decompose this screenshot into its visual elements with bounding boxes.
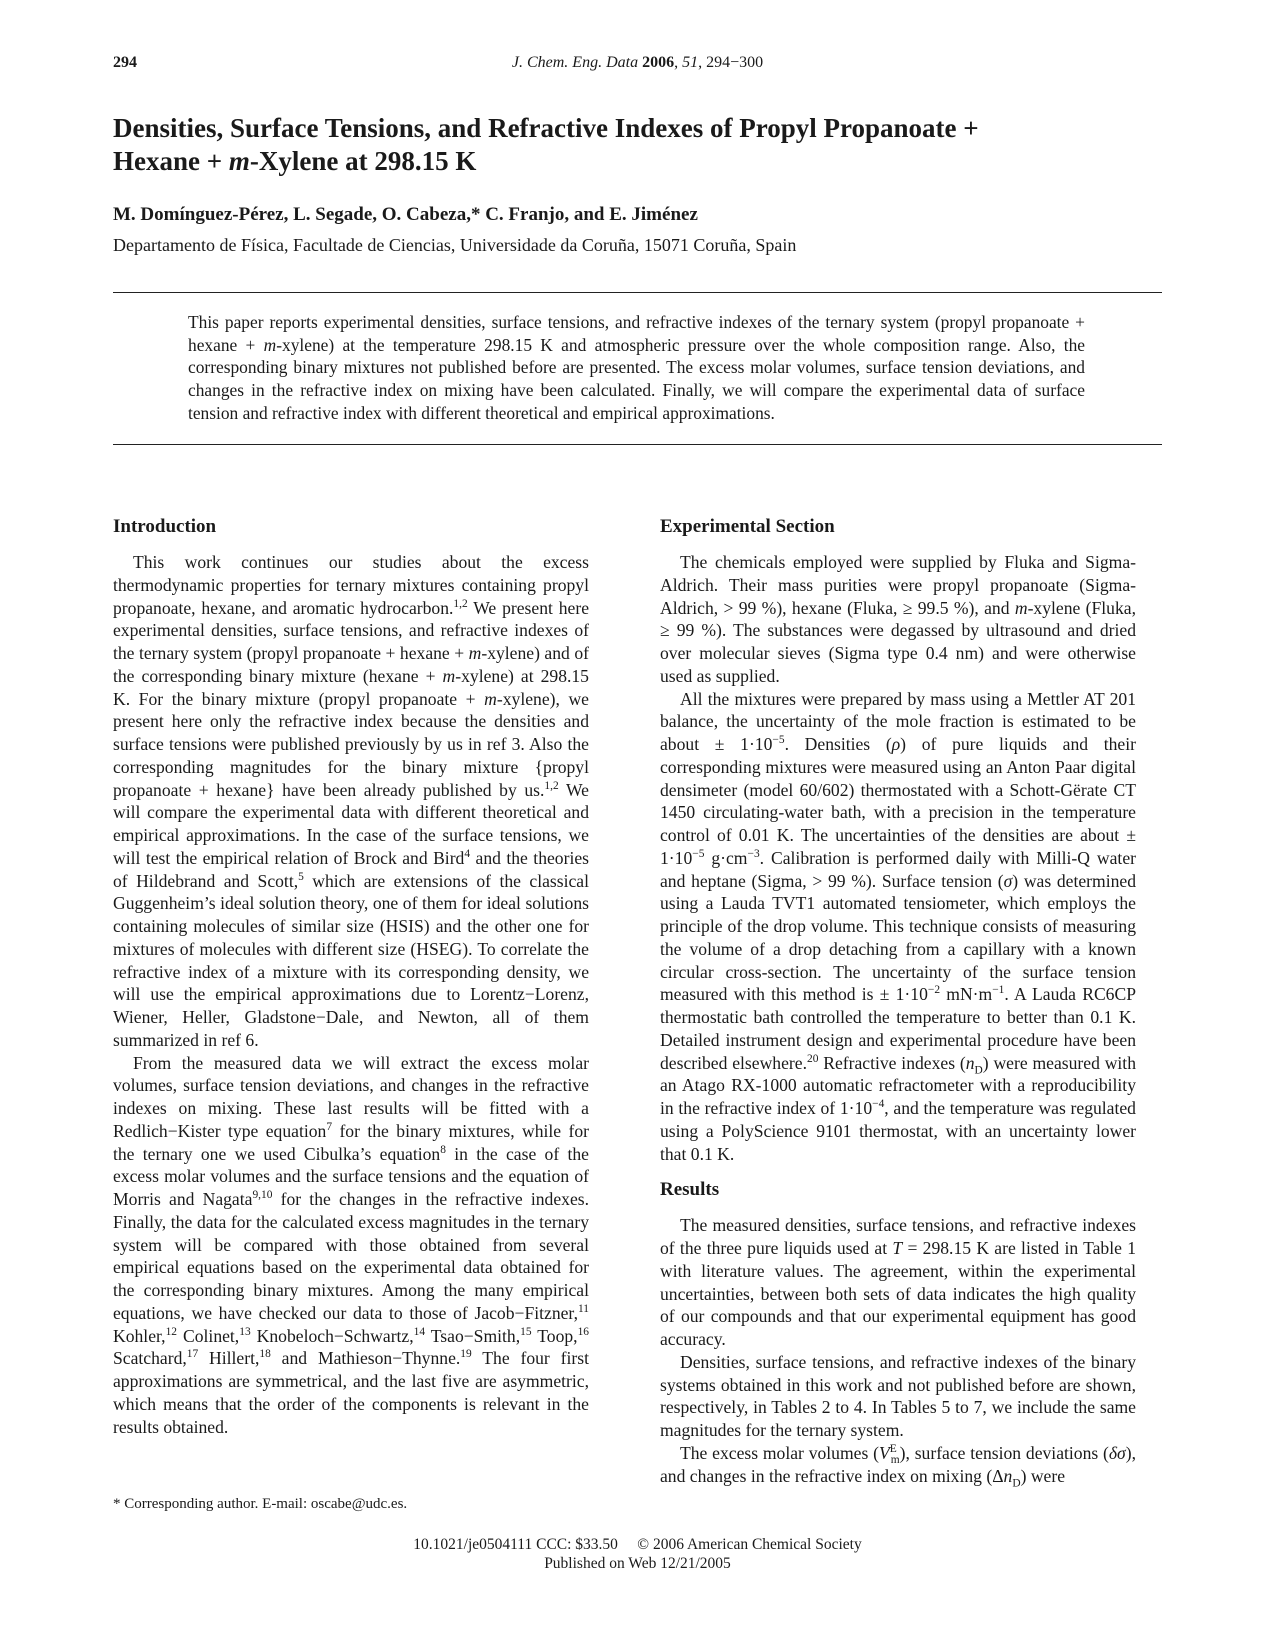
intro-paragraph-1: This work continues our studies about the excess thermodynamic properties for ternary mixtures containing propyl propanoate, hexane, and aromatic hydrocarbon.$^{1,2}$ We present here experimental densities, surface tensions, and refractive indexes of the ternary system (propyl propanoate + hexane + m-xylene) and of the corresponding binary mixture (hexane + m-xylene) at 298.15 K. For the binary mixture (propyl propanoate + m-xylene), we present here only the refractive index because the densities and surface tensions were published previously by us in ref 3. Also the corresponding magnitudes for the binary mixture {propyl propanoate + hexane} have been already published by us.$^{1,2}$ We will compare the experimental data with different theoretical and empirical approximations. In the case of the surface tensions, we will test the empirical relation of Brock and Bird$^4$ and the theories of Hildebrand and Scott,$^5$ which are extensions of the classical Guggenheim’s ideal solution theory, one of them for ideal solutions containing molecules of similar size (HSIS) and the other one for mixtures of molecules with different size (HSEG). To correlate the refractive index of a mixture with its corresponding density, we will use the empirical approximations due to Lorentz−Lorenz, Wiener, Heller, Gladstone−Dale, and Newton, all of them summarized in ref 6. [113,552,590,1050]
abstract-top-rule [113,292,1162,293]
journal-name: J. Chem. Eng. Data [511,54,639,71]
results-paragraph-1: The measured densities, surface tensions, and refractive indexes of the three pure liquids used at T = 298.15 K are listed in Table 1 with literature values. The agreement, within the experimental uncertainties, between both sets of data indicates the high quality of our compounds and that our experimental equipment has good accuracy. [660,1215,1136,1349]
doi-line: 10.1021/je0504111 CCC: $33.50 © 2006 American Chemical Society [413,1536,862,1553]
results-paragraph-3: The excess molar volumes $(V^E_m)$, surface tension deviations (δσ), and changes in the refractive index on mixing $(\Delta n_D)$ were [660,1442,1136,1490]
corresponding-author-footnote: * Corresponding author. E-mail: oscabe@udc.es. [113,1496,408,1512]
author-list: M. Domínguez-Pérez, L. Segade, O. Cabeza,* C. Franjo, and E. Jiménez [113,204,698,225]
results-paragraph-2: Densities, surface tensions, and refractive indexes of the binary systems obtained in this work and not published before are shown, respectively, in Tables 2 to 4. In Tables 5 to 7, we include the same magnitudes for the ternary system. [660,1351,1136,1440]
journal-year: 2006 [642,54,675,71]
journal-header: J. Chem. Eng. Data 2006, 51, 294−300 [511,54,764,71]
title-line1: Densities, Surface Tensions, and Refractive Indexes of Propyl Propanoate + [113,113,979,143]
introduction-heading: Introduction [113,516,217,537]
page-number: 294 [113,54,137,71]
journal-volume: 51 [682,54,699,71]
intro-paragraph-2: From the measured data we will extract the excess molar volumes, surface tension deviations, and changes in the refractive indexes on mixing. These last results will be fitted with a Redlich−Kister type equation$^7$ for the binary mixtures, while for the ternary one we used Cibulka’s equation$^8$ in the case of the excess molar volumes and the surface tensions and the equation of Morris and Nagata$^{9,10}$ for the changes in the refractive indexes. Finally, the data for the calculated excess magnitudes in the ternary system will be compared with those obtained from several empirical equations based on the experimental data obtained for the corresponding binary mixtures. Among the many empirical equations, we have checked our data to those of Jacob−Fitzner,$^{11}$ Kohler,$^{12}$ Colinet,$^{13}$ Knobeloch−Schwartz,$^{14}$ Tsao−Smith,$^{15}$ Toop,$^{16}$ Scatchard,$^{17}$ Hillert,$^{18}$ and Mathieson−Thynne.$^{19}$ The four first approximations are symmetrical, and the last five are asymmetric, which means that the order of the components is relevant in the results obtained. [113,1052,589,1437]
experimental-paragraph-2: All the mixtures were prepared by mass using a Mettler AT 201 balance, the uncertainty of the mole fraction is estimated to be about ± $1\cdot 10^{-5}$. Densities (ρ) of pure liquids and their corresponding mixtures were measured using an Anton Paar digital densimeter (model 60/602) thermostated with a Schott-Gërate CT 1450 circulating-water bath, with a precision in the temperature control of 0.01 K. The uncertainties of the densities are about ± $1\cdot 10^{-5}$ $g\cdot cm^{-3}$. Calibration is performed daily with Milli-Q water and heptane (Sigma, > 99 %). Surface tension (σ) was determined using a Lauda TVT1 automated tensiometer, which employs the principle of the drop volume. This technique consists of measuring the volume of a drop detaching from a capillary with a known circular cross-section. The uncertainty of the surface tension measured with this method is ± $1\cdot 10^{-2}$ $mN\cdot m^{-1}$. A Lauda RC6CP thermostatic bath controlled the temperature to better than 0.1 K. Detailed instrument design and experimental procedure have been described elsewhere.$^{20}$ Refractive indexes $(n_D)$ were measured with an Atago RX-1000 automatic refractometer with a reproducibility in the refractive index of $1\cdot 10^{-4}$, and the temperature was regulated using a PolyScience 9101 thermostat, with an uncertainty lower that 0.1 K. [660,688,1136,1164]
journal-pages: 294−300 [706,54,764,71]
affiliation: Departamento de Física, Facultade de Ciencias, Universidade da Coruña, 15071 Coruña, Spain [113,235,797,255]
abstract: This paper reports experimental densities, surface tensions, and refractive indexes of the ternary system (propyl propanoate + hexane + m-xylene) at the temperature 298.15 K and atmospheric pressure over the whole composition range. Also, the corresponding binary mixtures not published before are presented. The excess molar volumes, surface tension deviations, and changes in the refractive index on mixing have been calculated. Finally, we will compare the experimental data of surface tension and refractive index with different theoretical and empirical approximations. [188,312,1085,423]
right-column [660,515,1136,1490]
results-heading: Results [660,1179,720,1201]
left-column [113,515,589,1438]
experimental-paragraph-1: The chemicals employed were supplied by Fluka and Sigma-Aldrich. Their mass purities were propyl propanoate (Sigma-Aldrich, > 99 %), hexane (Fluka, ≥ 99.5 %), and m-xylene (Fluka, ≥ 99 %). The substances were degassed by ultrasound and dried over molecular sieves (Sigma type 0.4 nm) and were otherwise used as supplied. [660,552,1136,686]
published-date: Published on Web 12/21/2005 [544,1555,731,1572]
experimental-heading: Experimental Section [660,516,835,537]
publication-footer [0,1535,1275,1573]
abstract-bottom-rule [113,444,1162,445]
paper-title: Densities, Surface Tensions, and Refractive Indexes of Propyl Propanoate + Hexane + m-Xylene at 298.15 K [113,113,979,176]
